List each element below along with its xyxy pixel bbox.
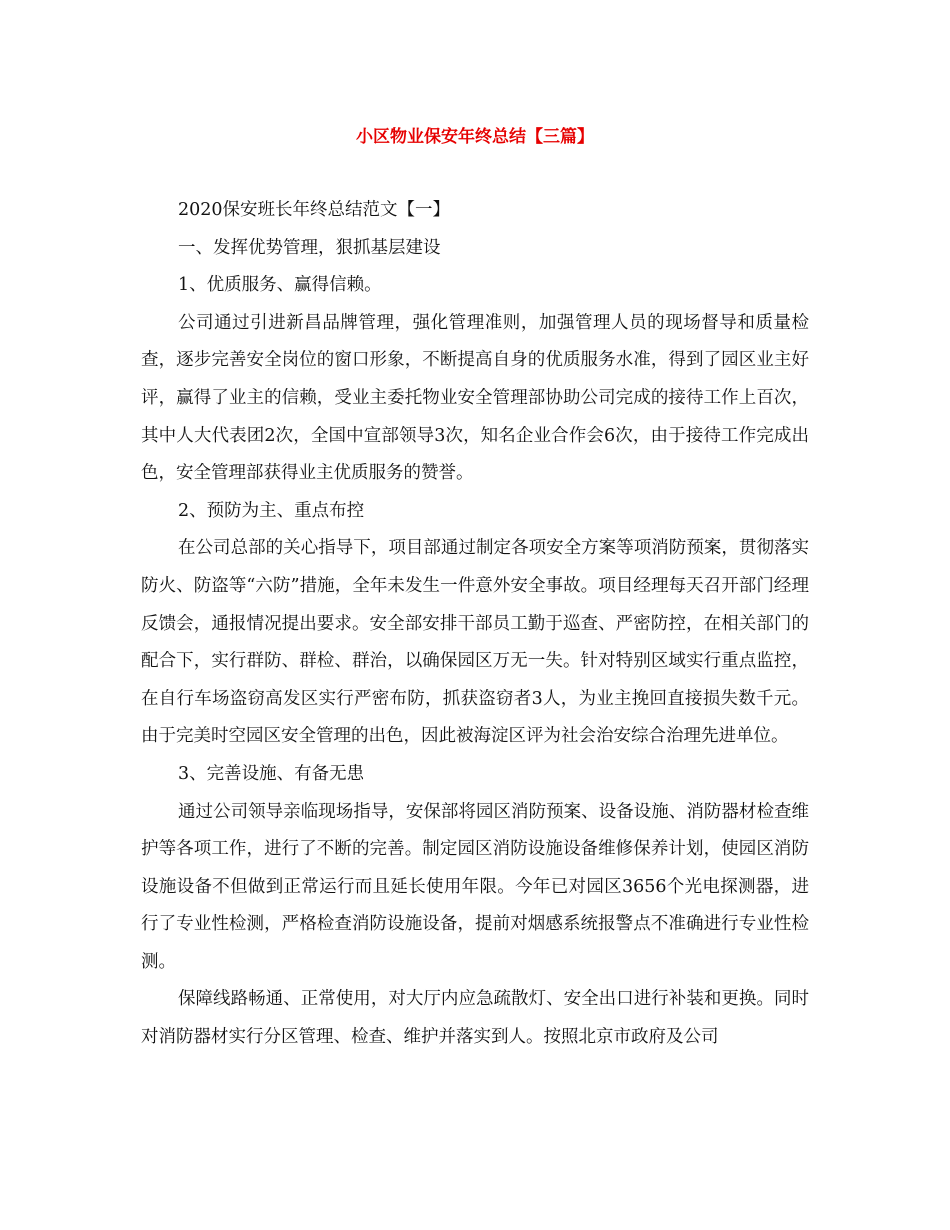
subsection-heading: 一、发挥优势管理，狠抓基层建设	[178, 237, 441, 258]
item-heading: 1、优质服务、赢得信赖。	[178, 275, 382, 296]
body-paragraph: 在公司总部的关心指导下，项目部通过制定各项安全方案等项消防预案，贯彻落实防火、防盗等“六防”措施，全年未发生一件意外安全事故。项目经理每天召开部门经理反馈会，通报情况提出要求。安全部安排干部员工勤于巡查、严密防控，在相关部门的配合下，实行群防、群检、群治，以确保园区万无一失。针对特别区域实行重点监控，在自行车场盗窃高发区实行严密布防，抓获盗窃者3人，为业主挽回直接损失数千元。由于完美时空园区安全管理的出色，因此被海淀区评为社会治安综合治理先进单位。	[141, 538, 809, 747]
item-heading: 3、完善设施、有备无患	[178, 763, 365, 784]
section-heading: 2020保安班长年终总结范文【一】	[178, 200, 451, 220]
document-title: 小区物业保安年终总结【三篇】	[356, 127, 594, 147]
body-paragraph: 通过公司领导亲临现场指导，安保部将园区消防预案、设备设施、消防器材检查维护等各项工作，进行了不断的完善。制定园区消防设施设备维修保养计划，使园区消防设施设备不但做到正常运行而且延长使用年限。今年已对园区3656个光电探测器，进行了专业性检测，严格检查消防设施设备，提前对烟感系统报警点不准确进行专业性检测。	[141, 801, 809, 972]
body-paragraph: 公司通过引进新昌品牌管理，强化管理准则，加强管理人员的现场督导和质量检查，逐步完善安全岗位的窗口形象，不断提高自身的优质服务水准，得到了园区业主好评，赢得了业主的信赖，受业主委托物业安全管理部协助公司完成的接待工作上百次，其中人大代表团2次，全国中宣部领导3次，知名企业合作会6次，由于接待工作完成出色，安全管理部获得业主优质服务的赞誉。	[141, 312, 809, 484]
body-paragraph: 保障线路畅通、正常使用，对大厅内应急疏散灯、安全出口进行补装和更换。同时对消防器材实行分区管理、检查、维护并落实到人。按照北京市政府及公司	[141, 989, 809, 1048]
item-heading: 2、预防为主、重点布控	[178, 500, 365, 521]
document-body	[141, 192, 809, 1057]
